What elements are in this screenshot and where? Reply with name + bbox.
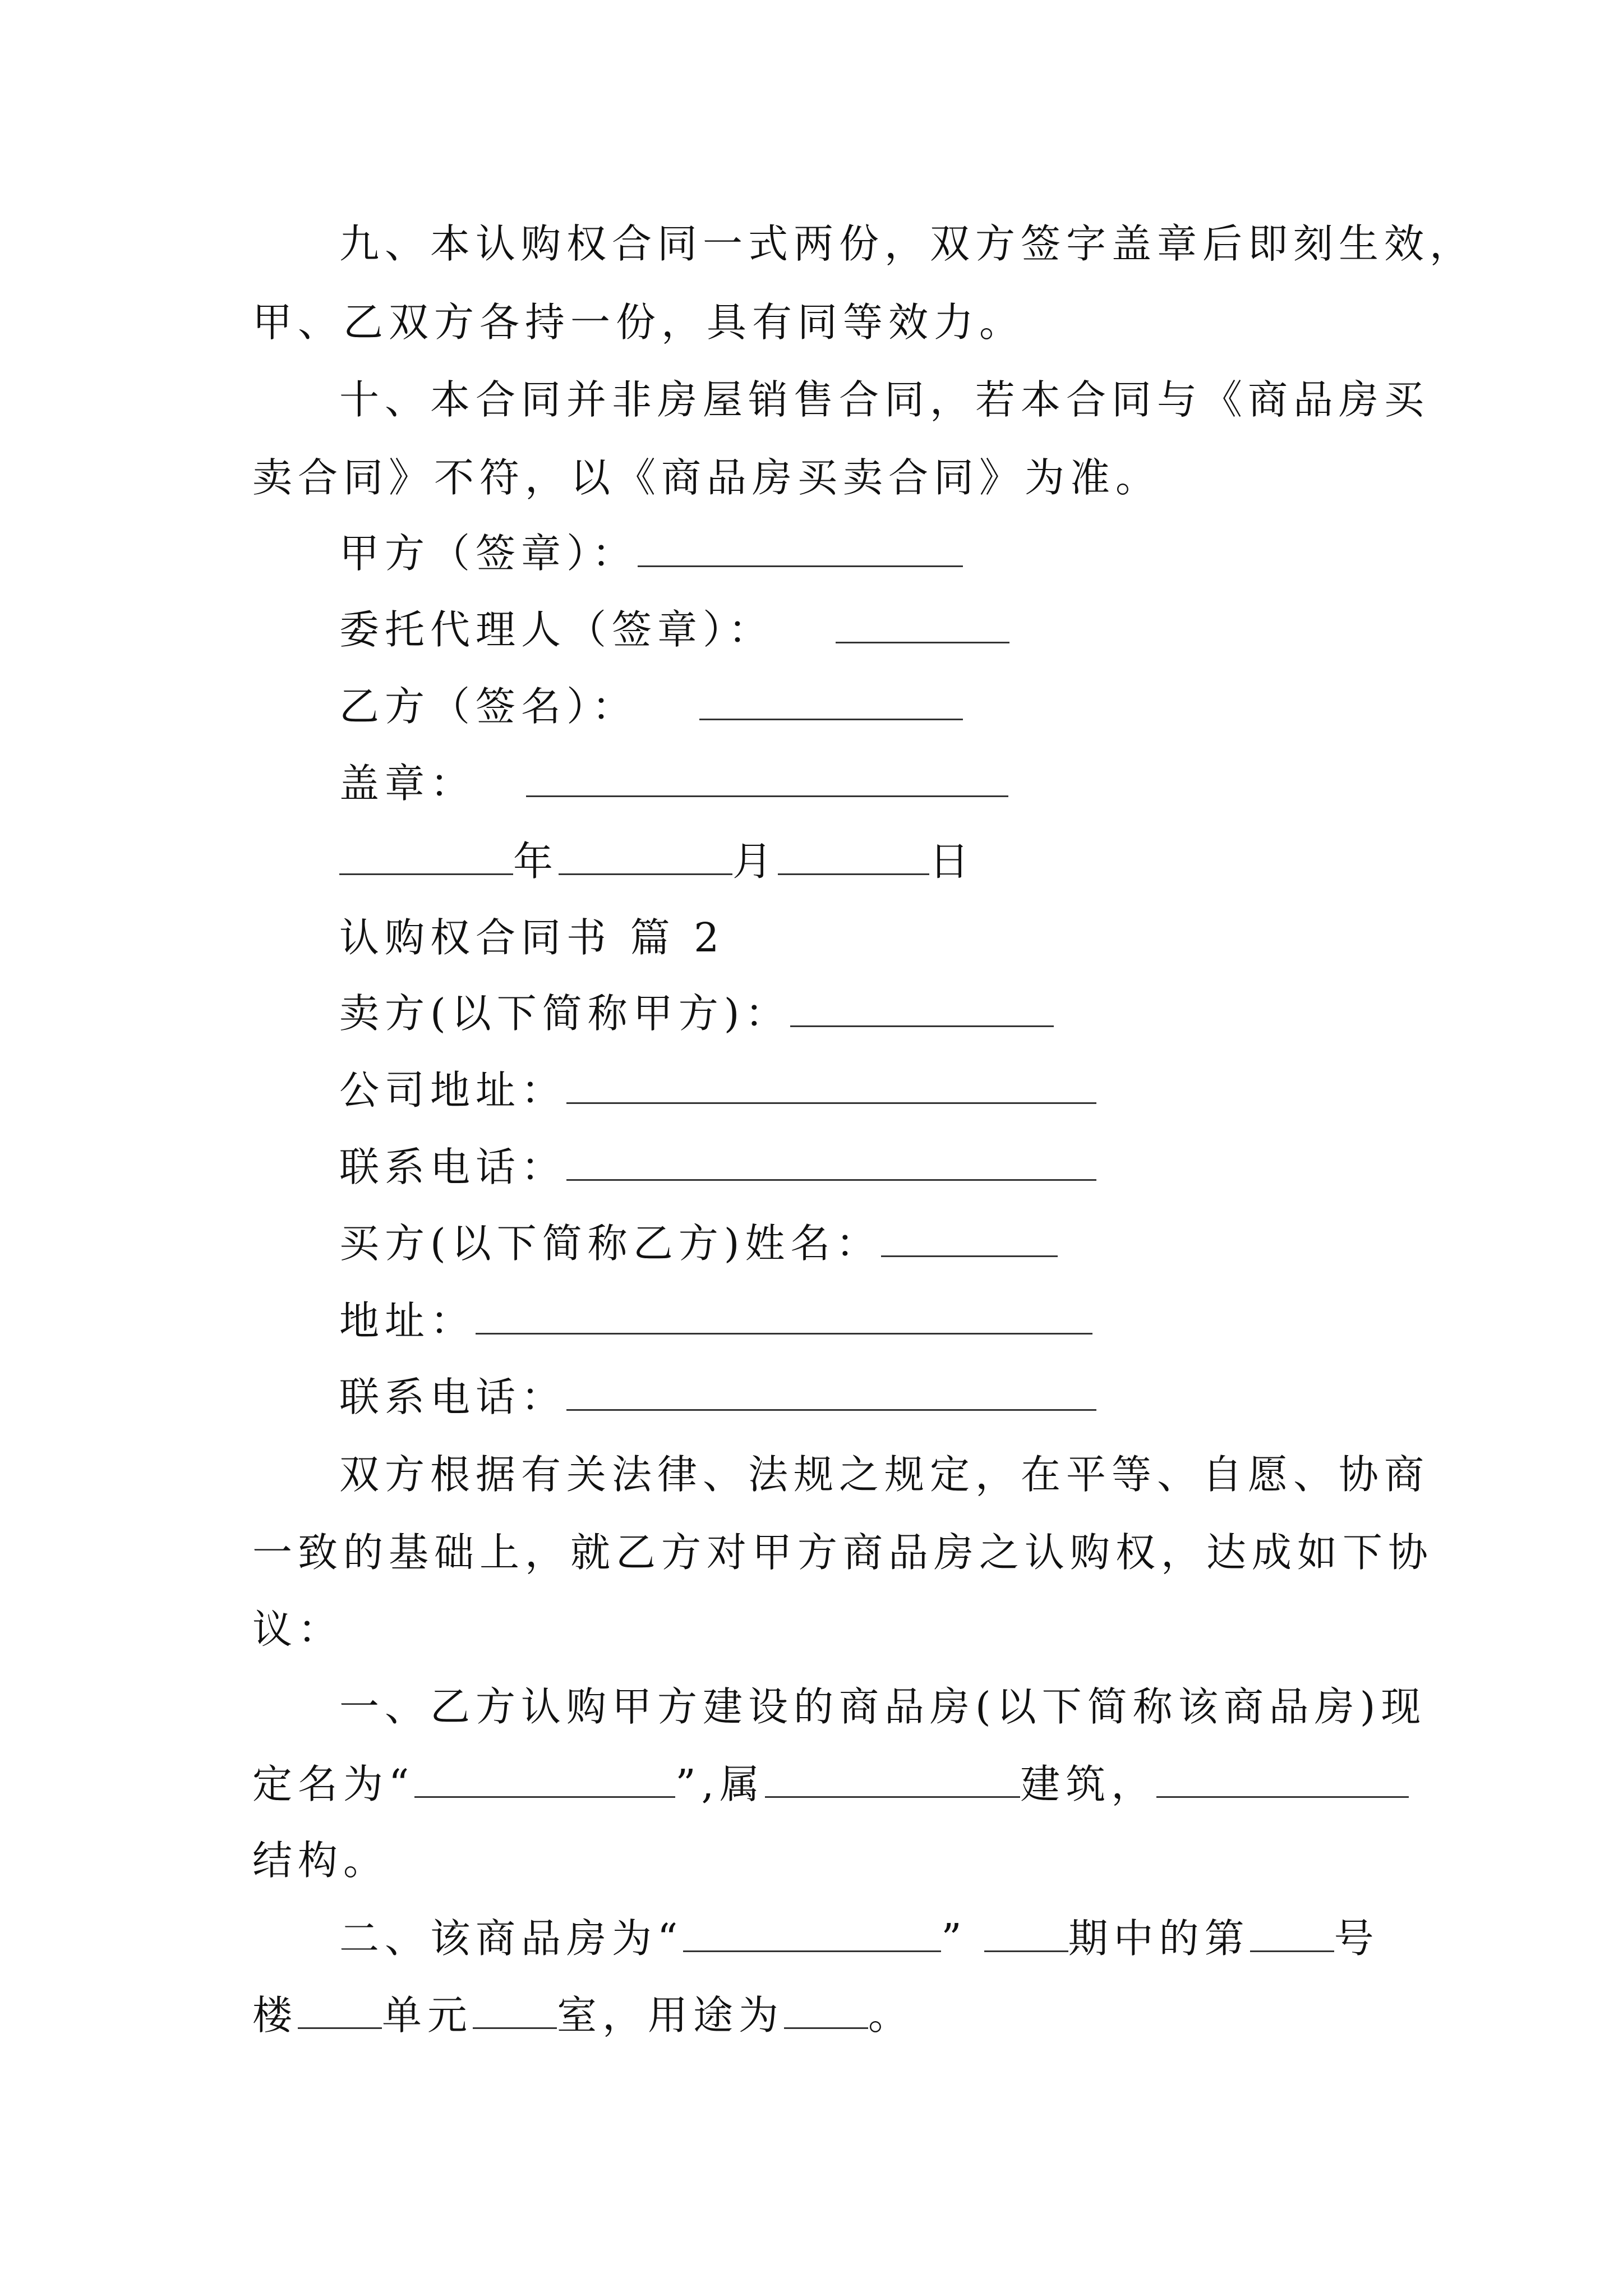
phone-2-row	[339, 1369, 1096, 1425]
usage-blank	[784, 1993, 868, 2029]
project-name-blank	[683, 1916, 941, 1952]
clause-2-number-label: 号	[1334, 1915, 1380, 1962]
clause-2-unit-label: 单元	[382, 1992, 473, 2039]
buyer-label: 买方(以下简称乙方)姓名：	[339, 1220, 882, 1267]
buyer-row	[339, 1216, 1058, 1272]
seller-row	[339, 986, 1054, 1042]
address-row	[339, 1293, 1092, 1349]
clause-2-room-label: 室，用途为	[557, 1992, 785, 2039]
address-label: 地址：	[339, 1297, 476, 1344]
room-blank	[473, 1993, 557, 2029]
seal-row	[339, 756, 1008, 812]
party-b-signature-row	[339, 679, 963, 735]
seller-label: 卖方(以下简称甲方)：	[339, 990, 791, 1037]
property-name-blank	[414, 1761, 675, 1798]
date-row	[339, 834, 975, 890]
unit-blank	[298, 1993, 382, 2029]
clause-1-line-1: 一、乙方认购甲方建设的商品房(以下简称该商品房)现	[339, 1683, 1427, 1730]
agent-signature-blank	[836, 607, 1009, 643]
clause-1-name-label: 定名为“	[252, 1761, 415, 1807]
section-2-title: 认购权合同书 篇 2	[339, 914, 725, 961]
clause-1-belongs-label: ”,属	[675, 1761, 766, 1807]
phase-blank	[984, 1916, 1068, 1952]
company-address-label: 公司地址：	[339, 1067, 567, 1114]
clause-10-line-1: 十、本合同并非房屋销售合同，若本合同与《商品房买	[339, 376, 1430, 423]
clause-1-building-label: 建筑，	[1020, 1761, 1157, 1807]
structure-blank	[1156, 1761, 1409, 1798]
clause-2-line-2	[252, 1987, 914, 2044]
clause-2-line-1	[339, 1911, 1380, 1967]
building-number-blank	[1250, 1916, 1334, 1952]
address-blank	[476, 1298, 1092, 1335]
seal-label: 盖章：	[339, 760, 476, 807]
company-address-row	[339, 1062, 1096, 1119]
phone-1-blank	[566, 1144, 1096, 1181]
preamble-line-2: 一致的基础上，就乙方对甲方商品房之认购权，达成如下协	[252, 1529, 1434, 1576]
phone-2-label: 联系电话：	[339, 1374, 567, 1420]
day-blank	[778, 839, 929, 875]
phone-2-blank	[566, 1374, 1096, 1411]
agent-label: 委托代理人（签章）：	[339, 606, 774, 653]
clause-2-intro: 二、该商品房为“	[339, 1915, 684, 1962]
company-address-blank	[566, 1068, 1096, 1104]
year-label: 年	[513, 838, 559, 885]
clause-2-building-label: 楼	[252, 1992, 298, 2039]
preamble-line-3: 议：	[252, 1606, 344, 1653]
buyer-blank	[881, 1221, 1058, 1257]
clause-1-line-2	[252, 1756, 1409, 1812]
party-b-signature-blank	[699, 684, 963, 720]
phone-1-row	[339, 1139, 1096, 1195]
clause-9-line-2: 甲、乙双方各持一份，具有同等效力。	[252, 299, 1025, 346]
clause-10-line-2: 卖合同》不符，以《商品房买卖合同》为准。	[252, 454, 1161, 501]
phone-1-label: 联系电话：	[339, 1144, 567, 1190]
clause-2-phase-label: 期中的第	[1068, 1915, 1250, 1962]
seal-blank	[526, 761, 1008, 797]
month-blank	[559, 839, 732, 875]
seller-blank	[790, 991, 1054, 1027]
party-a-signature-blank	[638, 531, 963, 567]
agent-signature-row	[339, 602, 1009, 658]
building-type-blank	[765, 1761, 1020, 1798]
day-label: 日	[929, 838, 975, 885]
month-label: 月	[732, 838, 778, 885]
clause-1-line-3: 结构。	[252, 1837, 389, 1884]
preamble-line-1: 双方根据有关法律、法规之规定，在平等、自愿、协商	[339, 1451, 1430, 1498]
clause-2-end: 。	[868, 1992, 914, 2039]
clause-2-quote-close: ”	[941, 1915, 967, 1962]
party-b-label: 乙方（签名）：	[339, 683, 638, 730]
clause-9-line-1: 九、本认购权合同一式两份，双方签字盖章后即刻生效，	[339, 220, 1476, 267]
party-a-signature-row	[339, 526, 963, 582]
year-blank	[339, 839, 513, 875]
party-a-label: 甲方（签章）：	[339, 530, 638, 577]
